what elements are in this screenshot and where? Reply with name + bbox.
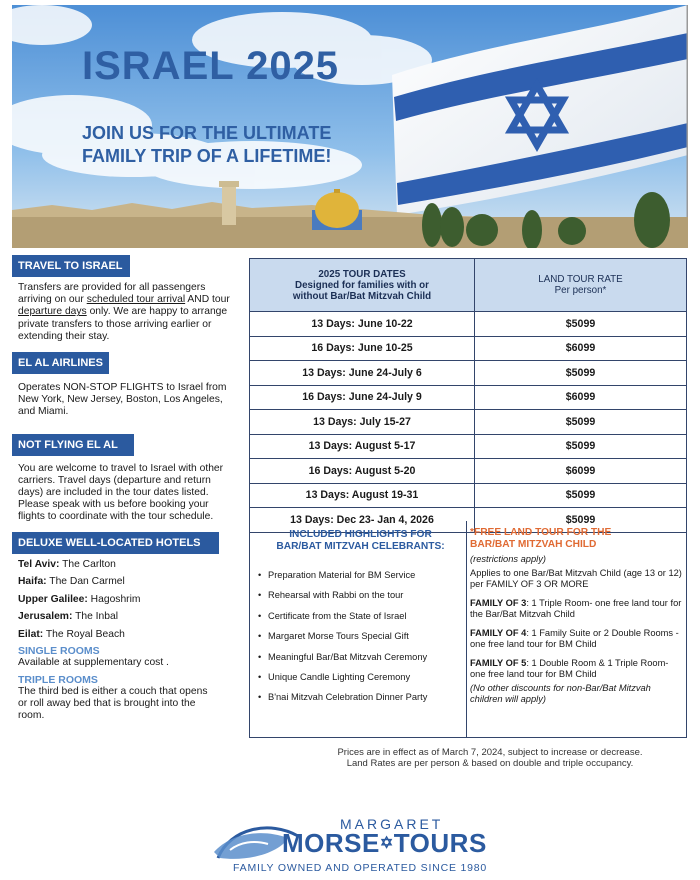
tour-dates-cell: 13 Days: July 15-27 — [250, 410, 475, 435]
title-line: BAR/BAT MITZVAH CHILD — [470, 539, 597, 550]
table-row — [250, 434, 687, 459]
hotel-name: Hagoshrim — [87, 593, 141, 605]
travel-text-part: only. We are happy to arrange private transfers to those arriving earlier or extending their stay. — [18, 306, 228, 342]
applies-text: Applies to one Bar/Bat Mitzvah Child (age 13 or 12) per FAMILY OF 3 OR MORE — [470, 568, 682, 589]
logo-main-text — [282, 828, 487, 859]
header-line: 2025 TOUR DATES — [318, 268, 406, 280]
tour-rate-cell: $5099 — [475, 434, 687, 459]
travel-text-part: Transfers are provided for all passengers arriving on our — [18, 282, 206, 306]
subtitle-line: FAMILY TRIP OF A LIFETIME! — [82, 146, 332, 166]
highlights-title — [258, 529, 463, 553]
restrictions-note — [470, 554, 682, 565]
table-header-row — [250, 259, 687, 312]
hotel-city: Tel Aviv: — [18, 558, 60, 570]
hotel-city: Eilat: — [18, 629, 44, 641]
family-desc: : 1 Triple Room- one free land tour for the Bar/Bat Mitzvah Child — [470, 598, 682, 619]
triple-rooms-heading: TRIPLE ROOMS — [18, 673, 98, 686]
restrictions-text: (restrictions apply) — [470, 554, 546, 564]
tour-dates-cell: 13 Days: August 19-31 — [250, 483, 475, 508]
travel-text — [18, 282, 234, 343]
logo-word: TOURS — [393, 828, 487, 858]
tour-rate-cell: $5099 — [475, 361, 687, 386]
tour-rate-cell: $5099 — [475, 483, 687, 508]
header-line: without Bar/Bat Mitzvah Child — [292, 290, 432, 302]
hotel-city: Haifa: — [18, 576, 47, 588]
rate-column-header — [475, 259, 687, 312]
hotel-item — [18, 573, 234, 591]
page-title: ISRAEL 2025 — [82, 44, 340, 88]
hotel-item — [18, 626, 234, 644]
section-heading-not-elal: NOT FLYING EL AL — [12, 434, 134, 456]
travel-text-underline: scheduled tour arrival — [86, 294, 186, 306]
title-line: BAR/BAT MITZVAH CELEBRANTS: — [276, 541, 445, 552]
family-desc: : 1 Family Suite or 2 Double Rooms - one free land tour for BM Child — [470, 628, 679, 649]
section-heading-elal: EL AL AIRLINES — [12, 352, 109, 374]
hotel-name: The Dan Carmel — [46, 576, 125, 588]
hotel-city: Upper Galilee: — [18, 593, 88, 605]
logo-top-text: MARGARET — [340, 816, 444, 832]
family-label: FAMILY OF 5 — [470, 658, 527, 668]
tour-dates-cell: 13 Days: August 5-17 — [250, 434, 475, 459]
hotel-name: The Royal Beach — [43, 629, 125, 641]
family-3-text — [470, 598, 682, 620]
table-row — [250, 459, 687, 484]
highlights-box — [249, 521, 687, 738]
logo-word: MORSE — [282, 828, 380, 858]
table-row — [250, 336, 687, 361]
tour-rate-cell: $5099 — [475, 508, 687, 533]
section-heading-hotels: DELUXE WELL-LOCATED HOTELS — [12, 532, 219, 554]
tour-dates-cell: 13 Days: Dec 23- Jan 4, 2026 — [250, 508, 475, 533]
disclaimer-line: Land Rates are per person & based on double and triple occupancy. — [346, 758, 634, 769]
family-5-text — [470, 658, 682, 680]
hero-banner — [12, 5, 688, 248]
highlights-section — [258, 529, 463, 708]
header-line: LAND TOUR RATE — [538, 274, 623, 285]
logo-tagline: FAMILY OWNED AND OPERATED SINCE 1980 — [233, 862, 488, 874]
left-column — [12, 255, 234, 722]
tour-dates-table — [249, 258, 687, 533]
family-label: FAMILY OF 3 — [470, 598, 527, 608]
discount-note-text: (No other discounts for non-Bar/Bat Mitzvah children will apply) — [470, 683, 651, 704]
table-row — [250, 483, 687, 508]
price-disclaimer — [300, 747, 680, 769]
dates-column-header — [250, 259, 475, 312]
highlight-item: • Certificate from the State of Israel — [258, 606, 463, 626]
highlight-item: • Meaningful Bar/Bat Mitzvah Ceremony — [258, 647, 463, 667]
title-line: *FREE LAND TOUR FOR THE — [470, 527, 612, 538]
hotel-name: The Inbal — [72, 611, 118, 623]
tour-rate-cell: $5099 — [475, 410, 687, 435]
tour-dates-cell: 13 Days: June 24-July 6 — [250, 361, 475, 386]
tour-rate-cell: $6099 — [475, 336, 687, 361]
highlight-item: • Margaret Morse Tours Special Gift — [258, 626, 463, 646]
free-tour-section — [470, 527, 682, 705]
table-row — [250, 312, 687, 337]
family-4-text — [470, 628, 682, 650]
family-desc: : 1 Double Room & 1 Triple Room- one free land tour for BM Child — [470, 658, 669, 679]
highlight-item: • Rehearsal with Rabbi on the tour — [258, 585, 463, 605]
triple-rooms-text: The third bed is either a couch that opens or roll away bed that is brought into the room. — [18, 685, 208, 722]
table-row — [250, 361, 687, 386]
header-line: Per person* — [554, 285, 607, 296]
travel-text-underline: departure days — [18, 306, 87, 318]
disclaimer-line: Prices are in effect as of March 7, 2024, subject to increase or decrease. — [337, 747, 643, 758]
free-tour-title — [470, 527, 682, 551]
travel-text-part: AND tour — [185, 294, 230, 306]
highlight-item: • B'nai Mitzvah Celebration Dinner Party — [258, 687, 463, 707]
hotel-item — [18, 591, 234, 609]
header-line: Designed for families with or — [295, 279, 429, 291]
highlights-list — [258, 565, 463, 708]
hotel-city: Jerusalem: — [18, 611, 73, 623]
tour-dates-cell: 16 Days: August 5-20 — [250, 459, 475, 484]
subtitle-line: JOIN US FOR THE ULTIMATE — [82, 123, 332, 143]
highlight-item: • Unique Candle Lighting Ceremony — [258, 667, 463, 687]
elal-text: Operates NON-STOP FLIGHTS to Israel from New York, New Jersey, Boston, Los Angeles, and Miami. — [18, 382, 227, 418]
not-elal-text: You are welcome to travel to Israel with other carriers. Travel days (departure and return days) are included in the tour dates listed. Please speak with us before booking your flights to coordinate with the tour schedule. — [18, 462, 224, 523]
star-of-david-icon: ✡ — [379, 835, 394, 852]
box-divider — [466, 521, 467, 737]
title-line: INCLUDED HIGHLIGHTS FOR — [289, 529, 432, 540]
section-heading-travel: TRAVEL TO ISRAEL — [12, 255, 130, 277]
page-subtitle — [82, 122, 402, 168]
company-logo — [210, 812, 500, 872]
hotel-item — [18, 608, 234, 626]
tour-dates-cell: 16 Days: June 10-25 — [250, 336, 475, 361]
tour-rate-cell: $6099 — [475, 459, 687, 484]
tour-dates-cell: 13 Days: June 10-22 — [250, 312, 475, 337]
family-label: FAMILY OF 4 — [470, 628, 527, 638]
tour-dates-cell: 16 Days: June 24-July 9 — [250, 385, 475, 410]
single-rooms-text: Available at supplementary cost . — [18, 656, 169, 668]
table-row — [250, 385, 687, 410]
tour-rate-cell: $6099 — [475, 385, 687, 410]
hotel-name: The Carlton — [59, 558, 116, 570]
single-rooms-heading: SINGLE ROOMS — [18, 644, 100, 657]
discount-note — [470, 683, 682, 705]
hotel-item — [18, 556, 234, 574]
tour-rate-cell: $5099 — [475, 312, 687, 337]
table-row — [250, 410, 687, 435]
highlight-item: • Preparation Material for BM Service — [258, 565, 463, 585]
